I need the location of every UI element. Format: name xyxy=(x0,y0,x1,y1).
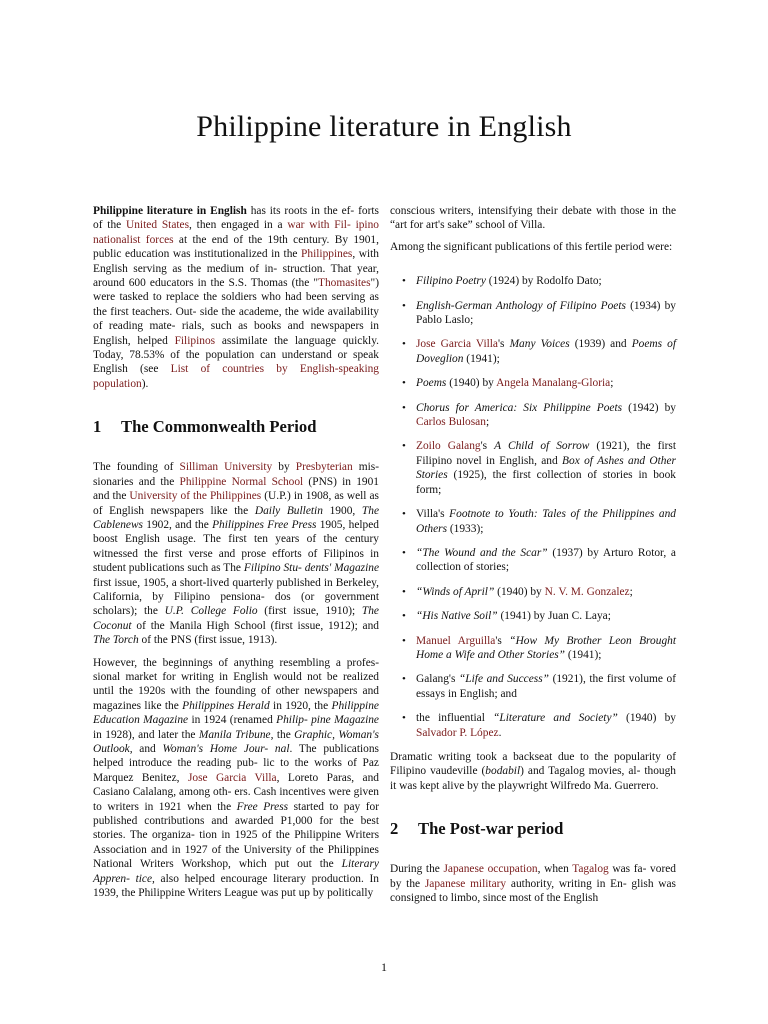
text-run: of the PNS (first issue, 1913). xyxy=(138,634,278,647)
bullet-icon: • xyxy=(402,275,406,288)
italic-text: Philip- pine Magazine xyxy=(276,714,379,727)
text-run: ; xyxy=(629,585,633,598)
bullet-icon: • xyxy=(402,673,406,686)
italic-text: Philippines Free Press xyxy=(212,518,317,531)
list-item xyxy=(390,711,676,740)
wiki-link[interactable]: Philippines xyxy=(301,248,353,261)
text-run: (1941); xyxy=(565,648,602,661)
italic-text: Literary Appren- tice, xyxy=(93,858,379,885)
text-run: the xyxy=(273,728,295,741)
text-run: ; xyxy=(610,377,614,390)
text-run: ). xyxy=(141,377,149,390)
italic-text: A Child of Sorrow xyxy=(494,440,590,453)
section-heading xyxy=(390,819,676,839)
page-title: Philippine literature in English xyxy=(196,110,572,143)
text-run: , Loreto Paras, and Casiano Calalang, among oth- ers. Cash incentives were given to writers in 1921 when the xyxy=(93,771,379,813)
page-number: 1 xyxy=(381,960,387,974)
text-run: , when xyxy=(537,863,573,876)
text-run: 1902, and the xyxy=(143,518,213,531)
italic-text: “The Wound and the Scar” xyxy=(416,546,548,559)
text-run: (1940) by xyxy=(494,585,545,598)
text-run: (1939) and xyxy=(569,338,632,351)
text-run: (1940) by xyxy=(446,377,497,390)
italic-text: Poems xyxy=(416,377,447,390)
text-run: (1940) by xyxy=(617,712,676,725)
italic-text: “Literature and Society” xyxy=(493,712,618,725)
bullet-icon: • xyxy=(402,440,406,453)
wiki-link[interactable]: Carlos Bulosan xyxy=(416,416,486,429)
italic-text: “Life and Success” xyxy=(458,673,549,686)
text-run: started to pay for published contributions and awarded P1,000 for the best stories. The organiza- tion in 1925 of the Philippine Writers Association and in 1927 of the University of the Philippines National Writers Workshop, which put out the xyxy=(93,800,380,871)
wiki-link[interactable]: University of the Philippines xyxy=(129,490,262,503)
wiki-link[interactable]: N. V. M. Gonzalez xyxy=(544,585,630,598)
text-run: Dramatic writing took a backseat due to the popularity of Filipino vaudeville ( xyxy=(390,750,676,778)
bullet-icon: • xyxy=(402,585,406,598)
list-item xyxy=(390,507,676,536)
italic-text: Filipino Stu- dents' Magazine xyxy=(243,562,379,575)
paragraph xyxy=(390,240,676,254)
bullet-icon: • xyxy=(402,634,406,647)
italic-text: English-German Anthology of Filipino Poets xyxy=(416,299,626,312)
text-run: 1900, xyxy=(322,504,362,517)
text-run: mis- sionaries and the xyxy=(93,461,379,488)
section-heading xyxy=(93,417,379,437)
wiki-link[interactable]: Presbyterian xyxy=(295,461,353,474)
publication-list xyxy=(390,274,676,740)
bullet-icon: • xyxy=(402,508,406,521)
text-run: , with English serving as the medium of in- struction. That year, around 600 educators in the S.S. Thomas (the " xyxy=(93,248,379,290)
list-item xyxy=(390,401,676,430)
list-item xyxy=(390,337,676,366)
paragraph xyxy=(93,204,379,391)
italic-text: Philippines Herald xyxy=(182,699,270,712)
italic-text: Box of Ashes and Other Stories xyxy=(416,454,676,482)
text-run: of the Manila High School (first issue, 1912); and xyxy=(131,619,379,632)
italic-text: Woman's Home Jour- nal xyxy=(162,743,290,755)
left-column xyxy=(93,204,379,908)
italic-text: Daily Bulletin xyxy=(254,504,323,517)
text-run: conscious writers, intensifying their debate with those in the “art for art's sake” school of Villa. xyxy=(390,205,676,232)
italic-text: Free Press xyxy=(236,800,289,813)
section-number: 1 xyxy=(93,417,102,437)
bullet-icon: • xyxy=(402,338,406,351)
text-run: Villa's xyxy=(416,508,450,521)
italic-text: Filipino Poetry xyxy=(416,275,486,288)
text-run: ") were tasked to replace the soldiers who had been serving as the first teachers. Out- side the academe, the wide availability of reading mate- rials, such as books and newspapers in English, helped xyxy=(93,277,379,347)
wiki-link[interactable]: Manuel Arguilla xyxy=(416,634,496,647)
section-title: The Post-war period xyxy=(418,819,564,839)
wiki-link[interactable]: Thomasites xyxy=(318,277,371,290)
text-run: 's xyxy=(480,440,495,453)
italic-text: Many Voices xyxy=(509,338,570,351)
text-run: authority, writing in En- glish was consigned to limbo, since most of the English xyxy=(390,877,676,904)
wiki-link[interactable]: Salvador P. López xyxy=(416,726,499,739)
text-run: However, the beginnings of anything resembling a profes- sional market for writing in English would not be realized until the 1920s with the founding of other newspapers and magazines like the xyxy=(93,656,379,712)
text-run: Among the significant publications of this fertile period were: xyxy=(390,240,673,253)
text-run: 1905, helped boost English usage. The first ten years of the century witnessed the first verse and prose efforts of Filipinos in student publications such as The xyxy=(93,518,379,575)
italic-text: Poems of Doveglion xyxy=(416,338,676,365)
wiki-link[interactable]: Japanese occupation xyxy=(443,863,538,876)
text-run: The founding of xyxy=(93,461,180,474)
italic-text: The Torch xyxy=(93,634,139,647)
text-run: (1925), the first collection of stories in book form; xyxy=(416,469,676,496)
text-run: (U.P.) in 1908, as well as of English newspapers like the xyxy=(93,490,379,517)
bullet-icon: • xyxy=(402,377,406,390)
text-run: in 1928), and later the xyxy=(93,728,199,741)
italic-text: “His Native Soil” xyxy=(416,610,498,623)
list-item xyxy=(390,299,676,328)
wiki-link[interactable]: Zoilo Galang xyxy=(416,440,481,453)
italic-text: Chorus for America: Six Philippine Poets xyxy=(416,401,623,414)
list-item xyxy=(390,634,676,663)
text-run: (first issue, 1910); xyxy=(257,605,362,618)
italic-text: bodabil xyxy=(485,765,521,778)
italic-text: U.P. College Folio xyxy=(164,605,258,618)
bullet-icon: • xyxy=(402,546,406,559)
text-run: (1942) by xyxy=(622,401,676,414)
list-item xyxy=(390,376,676,390)
wiki-link[interactable]: List of countries by English-speaking population xyxy=(93,363,379,390)
text-run: . xyxy=(498,726,502,739)
text-run: the influential xyxy=(416,712,494,725)
wiki-link[interactable]: Filipinos xyxy=(174,334,216,347)
text-run: at the end of the 19th century. By 1901, public education was institutionalized in the xyxy=(93,233,379,261)
text-run: by xyxy=(272,461,296,474)
text-run: Galang's xyxy=(416,673,459,686)
text-run: (1933); xyxy=(447,522,484,535)
text-run: (1921), the first Filipino novel in English, and xyxy=(416,440,676,467)
text-run: was fa- vored by the xyxy=(390,863,676,890)
paragraph xyxy=(93,656,379,901)
text-run: in 1920, the xyxy=(269,699,332,712)
bullet-icon: • xyxy=(402,610,406,623)
wiki-link[interactable]: war with Fil- ipino nationalist forces xyxy=(93,219,379,246)
text-run: During the xyxy=(390,863,444,876)
list-item xyxy=(390,672,676,701)
wiki-link[interactable]: Silliman University xyxy=(179,461,273,474)
italic-text: Manila Tribune, xyxy=(198,728,274,741)
section-number: 2 xyxy=(390,819,399,839)
text-run: also helped encourage literary production. In 1939, the Philippine Writers League was put up by politically xyxy=(93,872,379,900)
italic-text: “Winds of April” xyxy=(416,585,495,598)
list-item xyxy=(390,585,676,599)
text-run: assimilate the language quickly. Today, 78.53% of the population can understand or speak English (see xyxy=(93,334,379,376)
wiki-link[interactable]: Japanese military xyxy=(424,877,507,890)
text-run: , then engaged in a xyxy=(189,219,288,232)
text-run: (1941) by Juan C. Laya; xyxy=(497,610,611,623)
bullet-icon: • xyxy=(402,401,406,414)
bullet-icon: • xyxy=(402,712,406,725)
italic-text: Footnote to Youth: Tales of the Philippines and Others xyxy=(416,508,676,535)
paragraph xyxy=(390,204,676,233)
italic-text: Philippine Education Magazine xyxy=(93,699,379,727)
text-run: ; xyxy=(485,416,490,429)
text-run: 's xyxy=(498,338,510,351)
italic-text: The Coconut xyxy=(93,605,379,632)
wiki-link[interactable]: Philippine Normal School xyxy=(179,475,304,488)
text-run: (1937) by Arturo Rotor, a collection of stories; xyxy=(416,546,676,574)
text-run: ) and Tagalog movies, al- though it was kept alive by the playwright Wilfredo Ma. Guerrero. xyxy=(390,765,677,792)
italic-text: The Cablenews xyxy=(93,504,380,531)
wiki-link[interactable]: Jose Garcia Villa xyxy=(416,338,498,351)
text-run: has its roots in the ef- forts of the xyxy=(93,205,379,232)
list-item xyxy=(390,546,676,575)
text-run: (1941); xyxy=(463,352,500,365)
list-item xyxy=(390,609,676,623)
text-run: in 1924 (renamed xyxy=(188,714,277,727)
text-run: first issue, 1905, a short-lived quarterly published in Berkeley, California, by Filipino pensiona- dos (or government scholars); the xyxy=(93,576,379,618)
text-run: (PNS) in 1901 and the xyxy=(93,475,379,503)
wiki-link[interactable]: United States xyxy=(126,219,190,232)
text-run: . The publications helped introduce the reading pub- lic to the works of Paz Marquez Benitez, xyxy=(93,743,379,784)
wiki-link[interactable]: Tagalog xyxy=(572,863,609,876)
paragraph xyxy=(390,750,676,793)
bullet-icon: • xyxy=(402,299,406,312)
italic-text: Graphic, Woman's Outlook, xyxy=(93,728,379,755)
bold-text: Philippine literature in English xyxy=(93,205,247,217)
text-run: 's xyxy=(495,634,510,647)
text-run: (1921), the first volume of essays in English; and xyxy=(416,673,676,700)
italic-text: “How My Brother Leon Brought Home a Wife and Other Stories” xyxy=(416,634,676,661)
text-run: and xyxy=(132,743,163,755)
wiki-link[interactable]: Angela Manalang-Gloria xyxy=(496,377,611,390)
text-run: (1934) by Pablo Laslo; xyxy=(416,299,676,327)
paragraph xyxy=(390,862,676,905)
paragraph xyxy=(93,460,379,647)
right-column xyxy=(390,204,676,912)
wiki-link[interactable]: Jose Garcia Villa xyxy=(187,771,277,784)
text-run: (1924) by Rodolfo Dato; xyxy=(485,275,602,288)
list-item xyxy=(390,439,676,497)
section-title: The Commonwealth Period xyxy=(121,417,317,437)
list-item xyxy=(390,274,676,288)
